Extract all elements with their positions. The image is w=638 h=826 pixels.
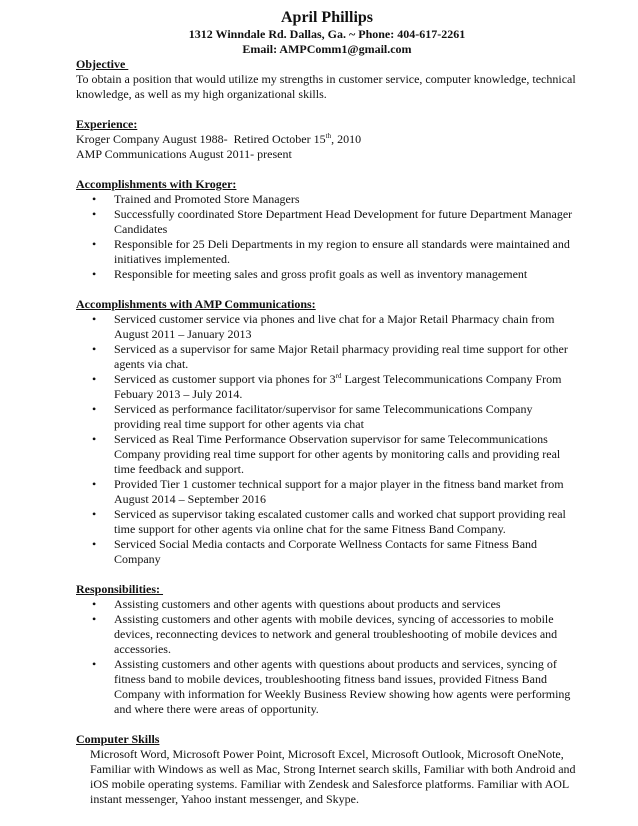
responsibilities-list — [76, 597, 578, 717]
list-item: • Trained and Promoted Store Managers — [114, 192, 578, 207]
list-item: • Serviced as supervisor taking escalated customer calls and worked chat support providing real time support for other agents via online chat for the same Fitness Band Company. — [114, 507, 578, 537]
list-item: • Responsible for 25 Deli Departments in my region to ensure all standards were maintained and initiatives implemented. — [114, 237, 578, 267]
experience-kroger-text: Kroger Company August 1988- Retired October 15 — [76, 132, 326, 146]
email-line: Email: AMPComm1@gmail.com — [242, 42, 412, 56]
responsibilities-heading: Responsibilities: — [76, 582, 164, 596]
experience-kroger-year: , 2010 — [331, 132, 362, 146]
experience-amp: AMP Communications August 2011- present — [76, 147, 292, 161]
spacer — [76, 102, 578, 117]
list-item: • Assisting customers and other agents with mobile devices, syncing of accessories to mobile devices, reconnecting devices to network and general troubleshooting of mobile devices and accessories. — [114, 612, 578, 657]
list-item: • Provided Tier 1 customer technical support for a major player in the fitness band market from August 2014 – September 2016 — [114, 477, 578, 507]
kroger-heading: Accomplishments with Kroger: — [76, 177, 237, 191]
skills-heading: Computer Skills — [76, 732, 160, 746]
address-phone-line: 1312 Winndale Rd. Dallas, Ga. ~ Phone: 404-617-2261 — [188, 27, 466, 41]
objective-text: To obtain a position that would utilize my strengths in customer service, computer knowledge, technical knowledge, as well as my high organizational skills. — [76, 72, 576, 101]
list-item-text: Serviced as customer support via phones for 3 — [114, 372, 336, 386]
list-item: • Serviced as performance facilitator/supervisor for same Telecommunications Company providing real time support for other agents via chat — [114, 402, 578, 432]
skills-text: Microsoft Word, Microsoft Power Point, Microsoft Excel, Microsoft Outlook, Microsoft OneNote, Familiar with Windows as well as Mac, Strong Internet search skills, Familiar with both Android and iOS mobile operating systems. Familiar with Zendesk and Salesforce platforms. Familiar with AOL instant messenger, Yahoo instant messenger, and Skype. — [90, 747, 576, 806]
experience-kroger — [76, 132, 578, 147]
ordinal-suffix: th — [325, 132, 332, 140]
spacer — [76, 567, 578, 582]
list-item-text-cont: Largest Telecommunications Company From Febuary 2013 – July 2014. — [114, 372, 565, 401]
objective-heading: Objective — [76, 57, 129, 71]
list-item: • Responsible for meeting sales and gross profit goals as well as inventory management — [114, 267, 578, 282]
list-item: • Successfully coordinated Store Department Head Development for future Department Manager Candidates — [114, 207, 578, 237]
amp-list — [76, 312, 578, 567]
ordinal-suffix: rd — [335, 372, 342, 380]
experience-heading: Experience: — [76, 117, 138, 131]
list-item: • Serviced as Real Time Performance Observation supervisor for same Telecommunications Company providing real time support for other agents by monitoring calls and providing real time feedback and support. — [114, 432, 578, 477]
list-item: • Serviced customer service via phones and live chat for a Major Retail Pharmacy chain from August 2011 – January 2013 — [114, 312, 578, 342]
kroger-list — [76, 192, 578, 282]
list-item: • Assisting customers and other agents with questions about products and services, syncing of fitness band to mobile devices, troubleshooting fitness band issues, provided Fitness Band Company with information for Weekly Business Review showing how agents were performing and where there were areas of opportunity. — [114, 657, 578, 717]
list-item: • Serviced as a supervisor for same Major Retail pharmacy providing real time support for other agents via chat. — [114, 342, 578, 372]
list-item: • Assisting customers and other agents with questions about products and services — [114, 597, 578, 612]
spacer — [76, 717, 578, 732]
applicant-name: April Phillips — [280, 9, 374, 26]
list-item — [114, 372, 578, 402]
amp-heading: Accomplishments with AMP Communications: — [76, 297, 316, 311]
spacer — [76, 282, 578, 297]
spacer — [76, 162, 578, 177]
list-item: • Serviced Social Media contacts and Corporate Wellness Contacts for same Fitness Band Company — [114, 537, 578, 567]
